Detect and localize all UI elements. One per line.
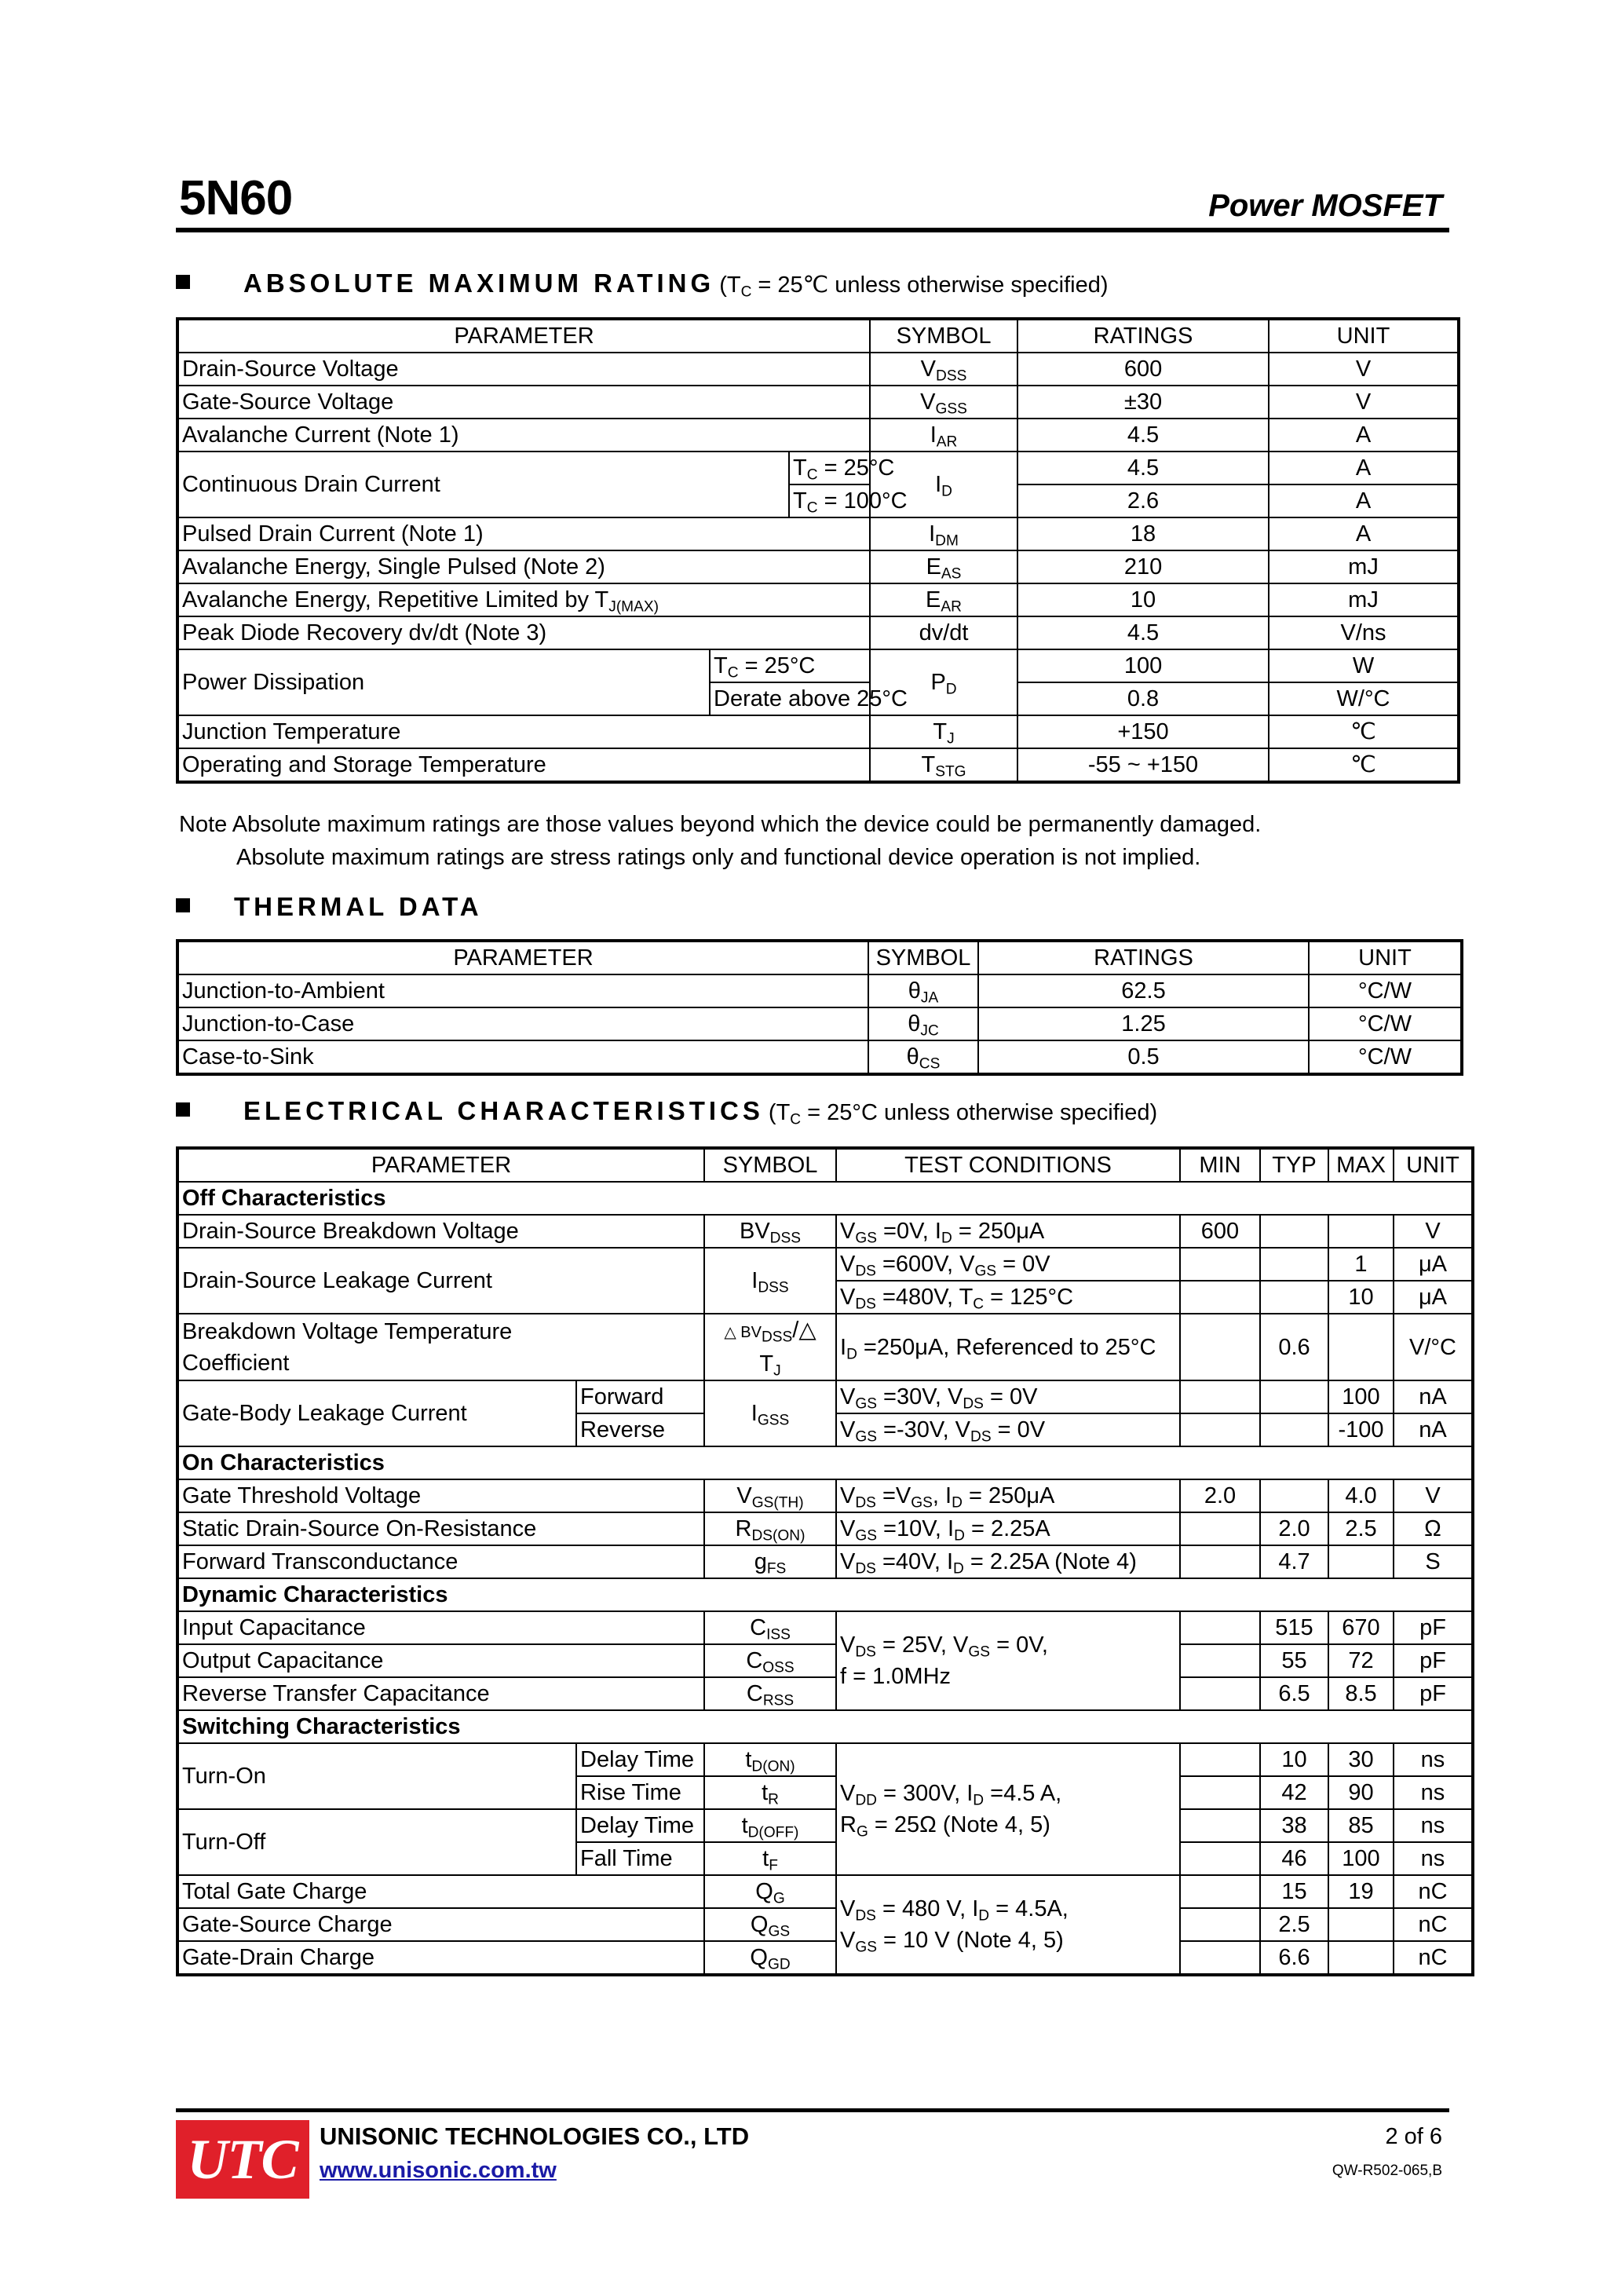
max-cell: 85 xyxy=(1328,1809,1394,1842)
test-condition-cell: $V_{DS} = 480$ V, $I_D = 4.5A$, $V_{GS} = 10$ V (Note 4, 5) xyxy=(836,1875,1180,1975)
symbol-cell: $t_R$ xyxy=(704,1776,836,1809)
page-number: 2 of 6 xyxy=(1385,2124,1442,2149)
unit-cell: V/°C xyxy=(1394,1314,1473,1380)
symbol-cell: $V_{GSS}$ xyxy=(870,386,1017,419)
unit-cell: ℃ xyxy=(1269,715,1459,748)
symbol-cell: $Q_G$ xyxy=(704,1875,836,1908)
group-header-row xyxy=(177,1578,1473,1611)
symbol-cell: $I_{AR}$ xyxy=(870,419,1017,452)
section-heading-thermal xyxy=(176,894,483,919)
max-cell: 19 xyxy=(1328,1875,1394,1908)
unit-cell: V xyxy=(1394,1479,1473,1512)
unit-cell: W/°C xyxy=(1269,682,1459,715)
symbol-cell: $I_{GSS}$ xyxy=(704,1380,836,1446)
min-cell: 2.0 xyxy=(1180,1479,1260,1512)
col-ratings: RATINGS xyxy=(978,941,1309,974)
unit-cell: μA xyxy=(1394,1248,1473,1281)
symbol-cell: $\theta_{CS}$ xyxy=(868,1040,978,1074)
table-row xyxy=(177,616,1459,649)
unit-cell: V xyxy=(1269,386,1459,419)
param-cell: Peak Diode Recovery dv/dt (Note 3) xyxy=(177,616,870,649)
col-min: MIN xyxy=(1180,1148,1260,1182)
symbol-cell: $I_{DSS}$ xyxy=(704,1248,836,1314)
condition-cell: $T_C = 25^\circ C$ xyxy=(789,452,870,484)
symbol-cell: $I_{DM}$ xyxy=(870,517,1017,550)
param-cell: Turn-Off xyxy=(177,1809,576,1875)
unit-cell: W xyxy=(1269,649,1459,682)
test-condition-cell: $V_{GS} =30V$, $V_{DS} = 0V$ xyxy=(836,1380,1180,1413)
table-row xyxy=(177,386,1459,419)
table-row xyxy=(177,649,1459,682)
symbol-cell: $V_{DSS}$ xyxy=(870,353,1017,386)
unit-cell: pF xyxy=(1394,1677,1473,1710)
symbol-cell: $T_{STG}$ xyxy=(870,748,1017,782)
square-bullet-icon xyxy=(176,275,190,289)
max-cell: 72 xyxy=(1328,1644,1394,1677)
symbol-cell: $\theta_{JA}$ xyxy=(868,974,978,1007)
table-header-row xyxy=(177,1148,1473,1182)
test-condition-cell: $V_{DS} =V_{GS}$, $I_D = 250\mu A$ xyxy=(836,1479,1180,1512)
typ-cell xyxy=(1260,1380,1328,1413)
min-cell xyxy=(1180,1512,1260,1545)
param-cell: Total Gate Charge xyxy=(177,1875,704,1908)
max-cell: 10 xyxy=(1328,1281,1394,1314)
table-row xyxy=(177,1040,1462,1074)
typ-cell: 4.7 xyxy=(1260,1545,1328,1578)
table-row xyxy=(177,1941,1473,1975)
rating-cell: 0.8 xyxy=(1017,682,1269,715)
min-cell xyxy=(1180,1809,1260,1842)
col-unit: UNIT xyxy=(1309,941,1462,974)
rating-cell: +150 xyxy=(1017,715,1269,748)
param-cell: Breakdown Voltage Temperature Coefficient xyxy=(177,1314,704,1380)
group-title: On Characteristics xyxy=(177,1446,1473,1479)
min-cell xyxy=(1180,1545,1260,1578)
unit-cell: nC xyxy=(1394,1908,1473,1941)
typ-cell: 15 xyxy=(1260,1875,1328,1908)
max-cell xyxy=(1328,1314,1394,1380)
table-row xyxy=(177,974,1462,1007)
symbol-cell: $t_F$ xyxy=(704,1842,836,1875)
typ-cell xyxy=(1260,1281,1328,1314)
symbol-cell: $\theta_{JC}$ xyxy=(868,1007,978,1040)
table-row xyxy=(177,1677,1473,1710)
unit-cell: nC xyxy=(1394,1941,1473,1975)
symbol-cell: $t_{D(ON)}$ xyxy=(704,1743,836,1776)
part-number: 5N60 xyxy=(179,171,293,225)
rating-cell: 18 xyxy=(1017,517,1269,550)
test-condition-cell: $V_{DS} =600V$, $V_{GS} = 0V$ xyxy=(836,1248,1180,1281)
test-condition-cell: $V_{DS} =480V$, $T_C = 125^\circ C$ xyxy=(836,1281,1180,1314)
rating-cell: 2.6 xyxy=(1017,484,1269,517)
param-cell: Continuous Drain Current xyxy=(177,452,789,517)
min-cell xyxy=(1180,1413,1260,1446)
col-parameter: PARAMETER xyxy=(177,319,870,353)
square-bullet-icon xyxy=(176,898,190,912)
symbol-cell: $I_D$ xyxy=(870,452,1017,517)
typ-cell xyxy=(1260,1215,1328,1248)
col-unit: UNIT xyxy=(1269,319,1459,353)
typ-cell: 10 xyxy=(1260,1743,1328,1776)
param-cell: Gate-Drain Charge xyxy=(177,1941,704,1975)
min-cell: 600 xyxy=(1180,1215,1260,1248)
table-row xyxy=(177,419,1459,452)
section-title: ELECTRICAL CHARACTERISTICS xyxy=(243,1096,764,1125)
max-cell: 670 xyxy=(1328,1611,1394,1644)
typ-cell: 46 xyxy=(1260,1842,1328,1875)
unit-cell: ℃ xyxy=(1269,748,1459,782)
symbol-cell: $BV_{DSS}$ xyxy=(704,1215,836,1248)
typ-cell: 0.6 xyxy=(1260,1314,1328,1380)
symbol-cell: $t_{D(OFF)}$ xyxy=(704,1809,836,1842)
footer-rule xyxy=(176,2108,1449,2112)
col-symbol: SYMBOL xyxy=(868,941,978,974)
col-symbol: SYMBOL xyxy=(870,319,1017,353)
header-rule xyxy=(176,228,1449,232)
col-symbol: SYMBOL xyxy=(704,1148,836,1182)
symbol-cell: dv/dt xyxy=(870,616,1017,649)
table-row xyxy=(177,1908,1473,1941)
condition-cell: $T_C = 100^\circ C$ xyxy=(789,484,870,517)
electrical-characteristics-table xyxy=(176,1146,1474,1976)
test-condition-cell: $V_{DS} = 25V$, $V_{GS} = 0V$, f = 1.0MHz xyxy=(836,1611,1180,1710)
unit-cell: A xyxy=(1269,452,1459,484)
rating-cell: -55 ~ +150 xyxy=(1017,748,1269,782)
min-cell xyxy=(1180,1281,1260,1314)
condition-cell: $T_C = 25^\circ C$ xyxy=(710,649,870,682)
square-bullet-icon xyxy=(176,1102,190,1117)
rating-cell: 4.5 xyxy=(1017,616,1269,649)
table-row xyxy=(177,1545,1473,1578)
test-condition-cell: $I_D =250\mu A$, Referenced to 25°C xyxy=(836,1314,1180,1380)
min-cell xyxy=(1180,1908,1260,1941)
table-row xyxy=(177,1314,1473,1380)
param-cell: Avalanche Current (Note 1) xyxy=(177,419,870,452)
col-unit: UNIT xyxy=(1394,1148,1473,1182)
min-cell xyxy=(1180,1248,1260,1281)
max-cell: 2.5 xyxy=(1328,1512,1394,1545)
unit-cell: V xyxy=(1394,1215,1473,1248)
unit-cell: °C/W xyxy=(1309,1040,1462,1074)
test-condition-cell: $V_{GS} =-30V$, $V_{DS} = 0V$ xyxy=(836,1413,1180,1446)
param-cell: Pulsed Drain Current (Note 1) xyxy=(177,517,870,550)
max-cell: 30 xyxy=(1328,1743,1394,1776)
table-row xyxy=(177,715,1459,748)
group-header-row xyxy=(177,1182,1473,1215)
table-row xyxy=(177,1479,1473,1512)
table-header-row xyxy=(177,941,1462,974)
utc-logo: UTC xyxy=(176,2120,309,2199)
symbol-cell: $C_{RSS}$ xyxy=(704,1677,836,1710)
max-cell xyxy=(1328,1908,1394,1941)
unit-cell: Ω xyxy=(1394,1512,1473,1545)
unit-cell: ns xyxy=(1394,1743,1473,1776)
typ-cell: 6.6 xyxy=(1260,1941,1328,1975)
section-title: ABSOLUTE MAXIMUM RATING xyxy=(243,269,715,298)
symbol-cell: $E_{AR}$ xyxy=(870,583,1017,616)
unit-cell: °C/W xyxy=(1309,974,1462,1007)
unit-cell: mJ xyxy=(1269,550,1459,583)
min-cell xyxy=(1180,1677,1260,1710)
param-cell: Gate-Source Voltage xyxy=(177,386,870,419)
section-condition: ($T_C$ = 25℃ unless otherwise specified) xyxy=(719,272,1109,301)
typ-cell xyxy=(1260,1479,1328,1512)
sub-param-cell: Reverse xyxy=(576,1413,704,1446)
table-row xyxy=(177,1611,1473,1644)
param-cell: Gate Threshold Voltage xyxy=(177,1479,704,1512)
param-cell: Avalanche Energy, Repetitive Limited by $T_{J(MAX)}$ xyxy=(177,583,870,616)
table-row xyxy=(177,1007,1462,1040)
typ-cell: 55 xyxy=(1260,1644,1328,1677)
group-title: Off Characteristics xyxy=(177,1182,1473,1215)
min-cell xyxy=(1180,1743,1260,1776)
section-heading-electrical xyxy=(176,1096,1158,1128)
table-row xyxy=(177,748,1459,782)
typ-cell: 38 xyxy=(1260,1809,1328,1842)
rating-cell: 1.25 xyxy=(978,1007,1309,1040)
col-ratings: RATINGS xyxy=(1017,319,1269,353)
col-typ: TYP xyxy=(1260,1148,1328,1182)
company-website-link[interactable]: www.unisonic.com.tw xyxy=(320,2158,557,2183)
param-cell: Avalanche Energy, Single Pulsed (Note 2) xyxy=(177,550,870,583)
unit-cell: μA xyxy=(1394,1281,1473,1314)
group-title: Switching Characteristics xyxy=(177,1710,1473,1743)
symbol-cell: $Q_{GD}$ xyxy=(704,1941,836,1975)
min-cell xyxy=(1180,1611,1260,1644)
min-cell xyxy=(1180,1875,1260,1908)
unit-cell: ns xyxy=(1394,1776,1473,1809)
col-parameter: PARAMETER xyxy=(177,941,868,974)
group-title: Dynamic Characteristics xyxy=(177,1578,1473,1611)
max-cell xyxy=(1328,1215,1394,1248)
max-cell: 4.0 xyxy=(1328,1479,1394,1512)
table-row xyxy=(177,550,1459,583)
unit-cell: nC xyxy=(1394,1875,1473,1908)
max-cell: 100 xyxy=(1328,1380,1394,1413)
document-type: Power MOSFET xyxy=(1208,188,1442,223)
table-row xyxy=(177,1512,1473,1545)
unit-cell: pF xyxy=(1394,1644,1473,1677)
test-condition-cell: $V_{DD} = 300V$, $I_D =4.5$ A, $R_G = 25\Omega$ (Note 4, 5) xyxy=(836,1743,1180,1875)
condition-cell: Derate above 25°C xyxy=(710,682,870,715)
param-cell: Operating and Storage Temperature xyxy=(177,748,870,782)
symbol-cell: △ $BV_{DSS}/\triangle$ $T_J$ xyxy=(704,1314,836,1380)
typ-cell xyxy=(1260,1413,1328,1446)
param-cell: Turn-On xyxy=(177,1743,576,1809)
table-row xyxy=(177,1809,1473,1842)
sub-param-cell: Delay Time xyxy=(576,1743,704,1776)
table-header-row xyxy=(177,319,1459,353)
param-cell: Gate-Source Charge xyxy=(177,1908,704,1941)
symbol-cell: $T_J$ xyxy=(870,715,1017,748)
thermal-table xyxy=(176,939,1463,1076)
param-cell: Junction Temperature xyxy=(177,715,870,748)
param-cell: Drain-Source Leakage Current xyxy=(177,1248,704,1314)
param-cell: Input Capacitance xyxy=(177,1611,704,1644)
param-cell: Case-to-Sink xyxy=(177,1040,868,1074)
typ-cell xyxy=(1260,1248,1328,1281)
unit-cell: V/ns xyxy=(1269,616,1459,649)
min-cell xyxy=(1180,1314,1260,1380)
note-line-2: Absolute maximum ratings are stress ratings only and functional device operation is not implied. xyxy=(236,845,1201,870)
unit-cell: A xyxy=(1269,484,1459,517)
table-row xyxy=(177,517,1459,550)
unit-cell: nA xyxy=(1394,1380,1473,1413)
rating-cell: 4.5 xyxy=(1017,419,1269,452)
unit-cell: ns xyxy=(1394,1842,1473,1875)
col-test-conditions: TEST CONDITIONS xyxy=(836,1148,1180,1182)
min-cell xyxy=(1180,1380,1260,1413)
min-cell xyxy=(1180,1941,1260,1975)
test-condition-cell: $V_{GS} =10V$, $I_D = 2.25A$ xyxy=(836,1512,1180,1545)
rating-cell: 4.5 xyxy=(1017,452,1269,484)
table-row xyxy=(177,1380,1473,1413)
rating-cell: 210 xyxy=(1017,550,1269,583)
sub-param-cell: Forward xyxy=(576,1380,704,1413)
typ-cell: 2.5 xyxy=(1260,1908,1328,1941)
symbol-cell: $E_{AS}$ xyxy=(870,550,1017,583)
symbol-cell: $C_{OSS}$ xyxy=(704,1644,836,1677)
unit-cell: nA xyxy=(1394,1413,1473,1446)
symbol-cell: $g_{FS}$ xyxy=(704,1545,836,1578)
rating-cell: 100 xyxy=(1017,649,1269,682)
typ-cell: 6.5 xyxy=(1260,1677,1328,1710)
rating-cell: ±30 xyxy=(1017,386,1269,419)
param-cell: Reverse Transfer Capacitance xyxy=(177,1677,704,1710)
max-cell: 90 xyxy=(1328,1776,1394,1809)
min-cell xyxy=(1180,1776,1260,1809)
param-cell: Gate-Body Leakage Current xyxy=(177,1380,576,1446)
max-cell: 100 xyxy=(1328,1842,1394,1875)
max-cell: 8.5 xyxy=(1328,1677,1394,1710)
sub-param-cell: Rise Time xyxy=(576,1776,704,1809)
typ-cell: 515 xyxy=(1260,1611,1328,1644)
unit-cell: S xyxy=(1394,1545,1473,1578)
rating-cell: 62.5 xyxy=(978,974,1309,1007)
min-cell xyxy=(1180,1644,1260,1677)
table-row xyxy=(177,1743,1473,1776)
table-row xyxy=(177,583,1459,616)
unit-cell: A xyxy=(1269,419,1459,452)
rating-cell: 0.5 xyxy=(978,1040,1309,1074)
company-name: UNISONIC TECHNOLOGIES CO., LTD xyxy=(320,2122,750,2150)
rating-cell: 10 xyxy=(1017,583,1269,616)
unit-cell: ns xyxy=(1394,1809,1473,1842)
table-row xyxy=(177,452,1459,484)
table-row xyxy=(177,1248,1473,1281)
min-cell xyxy=(1180,1842,1260,1875)
param-cell: Power Dissipation xyxy=(177,649,710,715)
param-cell: Static Drain-Source On-Resistance xyxy=(177,1512,704,1545)
symbol-cell: $R_{DS(ON)}$ xyxy=(704,1512,836,1545)
table-row xyxy=(177,1875,1473,1908)
sub-param-cell: Delay Time xyxy=(576,1809,704,1842)
param-cell: Drain-Source Breakdown Voltage xyxy=(177,1215,704,1248)
absolute-maximum-table xyxy=(176,317,1460,784)
max-cell xyxy=(1328,1941,1394,1975)
col-parameter: PARAMETER xyxy=(177,1148,704,1182)
test-condition-cell: $V_{GS} =0V$, $I_D = 250\mu A$ xyxy=(836,1215,1180,1248)
col-max: MAX xyxy=(1328,1148,1394,1182)
param-cell: Output Capacitance xyxy=(177,1644,704,1677)
symbol-cell: $V_{GS(TH)}$ xyxy=(704,1479,836,1512)
table-row xyxy=(177,1644,1473,1677)
unit-cell: pF xyxy=(1394,1611,1473,1644)
note-line-1: Note Absolute maximum ratings are those values beyond which the device could be permanently damaged. xyxy=(179,812,1262,837)
symbol-cell: $C_{ISS}$ xyxy=(704,1611,836,1644)
group-header-row xyxy=(177,1446,1473,1479)
document-code: QW-R502-065,B xyxy=(1332,2163,1442,2179)
section-heading-absolute-maximum xyxy=(176,269,1109,301)
symbol-cell: $P_D$ xyxy=(870,649,1017,715)
typ-cell: 2.0 xyxy=(1260,1512,1328,1545)
section-title: THERMAL DATA xyxy=(234,892,483,921)
param-cell: Junction-to-Case xyxy=(177,1007,868,1040)
sub-param-cell: Fall Time xyxy=(576,1842,704,1875)
unit-cell: mJ xyxy=(1269,583,1459,616)
table-row xyxy=(177,1215,1473,1248)
rating-cell: 600 xyxy=(1017,353,1269,386)
test-condition-cell: $V_{DS} =40V$, $I_D = 2.25A$ (Note 4) xyxy=(836,1545,1180,1578)
unit-cell: V xyxy=(1269,353,1459,386)
unit-cell: °C/W xyxy=(1309,1007,1462,1040)
unit-cell: A xyxy=(1269,517,1459,550)
max-cell: 1 xyxy=(1328,1248,1394,1281)
max-cell: -100 xyxy=(1328,1413,1394,1446)
table-row xyxy=(177,353,1459,386)
param-cell: Forward Transconductance xyxy=(177,1545,704,1578)
group-header-row xyxy=(177,1710,1473,1743)
param-cell: Junction-to-Ambient xyxy=(177,974,868,1007)
section-condition: ($T_C = 25^\circ C$ unless otherwise specified) xyxy=(768,1100,1158,1128)
typ-cell: 42 xyxy=(1260,1776,1328,1809)
param-cell: Drain-Source Voltage xyxy=(177,353,870,386)
symbol-cell: $Q_{GS}$ xyxy=(704,1908,836,1941)
max-cell xyxy=(1328,1545,1394,1578)
